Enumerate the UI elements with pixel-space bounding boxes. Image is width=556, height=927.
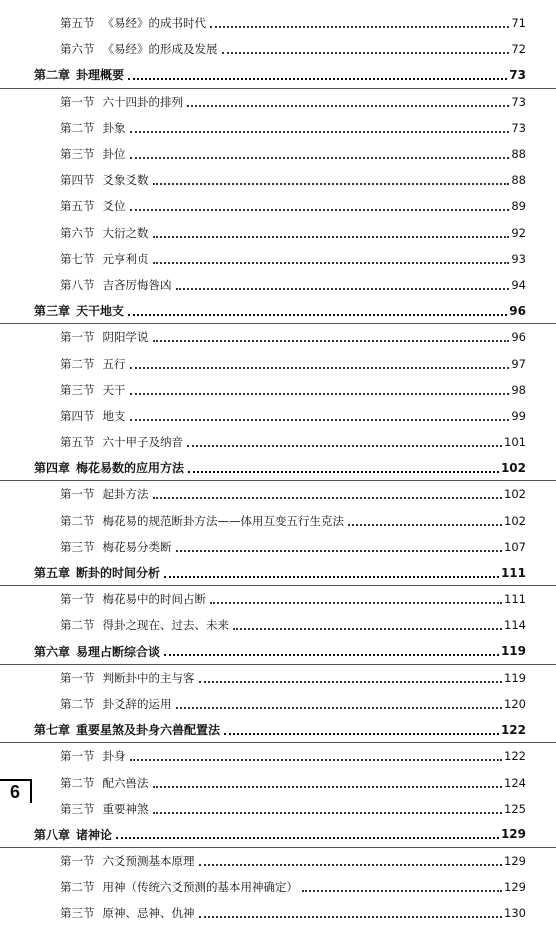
section-number: 第三节 <box>60 906 95 921</box>
dot-leader <box>130 419 510 421</box>
page-ref: 102 <box>500 460 526 475</box>
dot-leader <box>153 340 510 342</box>
section-number: 第二节 <box>60 618 95 633</box>
page-ref: 125 <box>504 801 526 816</box>
toc-section-row <box>0 193 556 219</box>
page-ref: 72 <box>511 42 526 57</box>
section-number: 第一节 <box>60 670 95 685</box>
section-title: 《易经》的形成及发展 <box>102 42 218 57</box>
dot-leader <box>164 654 499 656</box>
chapter-number: 第七章 <box>34 723 71 738</box>
page-ref: 88 <box>511 173 526 188</box>
page-number: 6 <box>0 779 32 803</box>
toc-section-row <box>0 115 556 141</box>
dot-leader <box>222 52 510 54</box>
dot-leader <box>188 471 499 473</box>
chapter-number: 第四章 <box>34 461 71 476</box>
toc-section-row <box>0 534 556 560</box>
section-title: 六十甲子及纳音 <box>102 435 183 450</box>
dot-leader <box>224 733 499 735</box>
dot-leader <box>164 576 499 578</box>
section-title: 阴阳学说 <box>102 330 149 345</box>
section-number: 第二节 <box>60 696 95 711</box>
dot-leader <box>116 837 499 839</box>
dot-leader <box>128 314 507 316</box>
dot-leader <box>187 105 509 107</box>
section-title: 爻位 <box>102 199 126 214</box>
toc-section-row <box>0 691 556 717</box>
page-ref: 120 <box>504 696 526 711</box>
section-title: 重要神煞 <box>102 801 149 816</box>
section-title: 用神（传统六爻预测的基本用神确定） <box>102 880 298 895</box>
toc-section-row <box>0 403 556 429</box>
section-title: 梅花易的规范断卦方法——体用互变五行生克法 <box>102 513 344 528</box>
section-title: 五行 <box>102 356 126 371</box>
dot-leader <box>130 393 510 395</box>
section-title: 得卦之现在、过去、未来 <box>102 618 229 633</box>
section-number: 第一节 <box>60 487 95 502</box>
section-title: 地支 <box>102 408 126 423</box>
chapter-title: 卦理概要 <box>76 68 125 83</box>
toc-section-row <box>0 481 556 507</box>
chapter-number: 第六章 <box>34 644 71 659</box>
section-title: 卦象 <box>102 120 126 135</box>
toc-section-row <box>0 508 556 534</box>
page-ref: 73 <box>511 94 526 109</box>
page-ref: 111 <box>500 565 526 580</box>
section-title: 配六兽法 <box>102 775 149 790</box>
toc-section-row <box>0 220 556 246</box>
dot-leader <box>153 812 503 814</box>
chapter-title: 诸神论 <box>76 827 113 842</box>
page-ref: 119 <box>504 670 526 685</box>
toc-section-row <box>0 769 556 795</box>
toc-section-row <box>0 324 556 350</box>
toc-section-row <box>0 848 556 874</box>
toc-section-row <box>0 10 556 36</box>
dot-leader <box>128 78 507 80</box>
section-title: 吉吝厉悔咎凶 <box>102 277 172 292</box>
toc-chapter-row <box>0 62 556 88</box>
page-ref: 119 <box>500 644 526 659</box>
toc-section-row <box>0 350 556 376</box>
dot-leader <box>302 890 502 892</box>
section-number: 第一节 <box>60 330 95 345</box>
dot-leader <box>153 236 510 238</box>
chapter-number: 第二章 <box>34 68 71 83</box>
page-ref: 102 <box>504 487 526 502</box>
toc-section-row <box>0 796 556 822</box>
section-title: 原神、忌神、仇神 <box>102 906 195 921</box>
section-number: 第二节 <box>60 513 95 528</box>
table-of-contents <box>0 10 556 927</box>
dot-leader <box>130 759 503 761</box>
page-ref: 96 <box>509 303 526 318</box>
toc-section-row <box>0 874 556 900</box>
section-title: 卦身 <box>102 749 126 764</box>
chapter-title: 梅花易数的应用方法 <box>76 461 185 476</box>
chapter-number: 第三章 <box>34 304 71 319</box>
toc-section-row <box>0 429 556 455</box>
page-ref: 122 <box>504 749 526 764</box>
section-number: 第一节 <box>60 749 95 764</box>
section-number: 第二节 <box>60 880 95 895</box>
chapter-title: 断卦的时间分析 <box>76 566 161 581</box>
page-ref: 102 <box>504 513 526 528</box>
section-number: 第五节 <box>60 199 95 214</box>
page-ref: 88 <box>511 147 526 162</box>
toc-chapter-row <box>0 822 556 848</box>
toc-section-row <box>0 900 556 926</box>
section-number: 第三节 <box>60 147 95 162</box>
page-ref: 93 <box>511 251 526 266</box>
page-ref: 97 <box>511 356 526 371</box>
dot-leader <box>233 628 502 630</box>
chapter-title: 重要星煞及卦身六兽配置法 <box>76 723 221 738</box>
toc-section-row <box>0 665 556 691</box>
chapter-title: 易理占断综合谈 <box>76 644 161 659</box>
toc-chapter-row <box>0 298 556 324</box>
toc-section-row <box>0 272 556 298</box>
section-number: 第四节 <box>60 173 95 188</box>
dot-leader <box>153 786 503 788</box>
page-ref: 92 <box>511 225 526 240</box>
toc-section-row <box>0 141 556 167</box>
section-title: 大衍之数 <box>102 225 149 240</box>
section-title: 卦爻辞的运用 <box>102 696 172 711</box>
toc-section-row <box>0 612 556 638</box>
toc-section-row <box>0 36 556 62</box>
section-title: 六十四卦的排列 <box>102 94 183 109</box>
dot-leader <box>176 288 510 290</box>
page-ref: 129 <box>500 827 526 842</box>
section-number: 第八节 <box>60 277 95 292</box>
dot-leader <box>153 497 503 499</box>
dot-leader <box>153 183 510 185</box>
dot-leader <box>348 524 502 526</box>
page-ref: 96 <box>511 330 526 345</box>
page-ref: 98 <box>511 382 526 397</box>
toc-section-row <box>0 743 556 769</box>
section-number: 第一节 <box>60 94 95 109</box>
page-ref: 89 <box>511 199 526 214</box>
toc-section-row <box>0 586 556 612</box>
section-title: 元亨利贞 <box>102 251 149 266</box>
section-number: 第二节 <box>60 120 95 135</box>
page-ref: 111 <box>504 592 526 607</box>
section-number: 第七节 <box>60 251 95 266</box>
dot-leader <box>130 131 510 133</box>
section-number: 第三节 <box>60 539 95 554</box>
page-ref: 73 <box>511 120 526 135</box>
dot-leader <box>199 681 503 683</box>
page-ref: 114 <box>504 618 526 633</box>
section-number: 第五节 <box>60 435 95 450</box>
toc-chapter-row <box>0 717 556 743</box>
page-ref: 94 <box>511 277 526 292</box>
page-ref: 99 <box>511 408 526 423</box>
page-ref: 129 <box>504 880 526 895</box>
dot-leader <box>130 367 510 369</box>
section-number: 第三节 <box>60 382 95 397</box>
section-number: 第二节 <box>60 356 95 371</box>
dot-leader <box>210 602 502 604</box>
section-title: 梅花易分类断 <box>102 539 172 554</box>
section-number: 第二节 <box>60 775 95 790</box>
chapter-number: 第八章 <box>34 827 71 842</box>
dot-leader <box>176 550 503 552</box>
page-ref: 124 <box>504 775 526 790</box>
section-title: 爻象爻数 <box>102 173 149 188</box>
section-number: 第五节 <box>60 16 95 31</box>
page-ref: 130 <box>504 906 526 921</box>
dot-leader <box>130 209 510 211</box>
section-number: 第一节 <box>60 592 95 607</box>
section-number: 第六节 <box>60 225 95 240</box>
section-number: 第四节 <box>60 408 95 423</box>
section-title: 起卦方法 <box>102 487 149 502</box>
dot-leader <box>130 157 510 159</box>
section-number: 第三节 <box>60 801 95 816</box>
dot-leader <box>153 262 510 264</box>
section-title: 判断卦中的主与客 <box>102 670 195 685</box>
dot-leader <box>199 916 503 918</box>
page-ref: 122 <box>500 722 526 737</box>
page-ref: 129 <box>504 854 526 869</box>
dot-leader <box>176 707 503 709</box>
chapter-title: 天干地支 <box>76 304 125 319</box>
page-ref: 101 <box>504 435 526 450</box>
toc-chapter-row <box>0 639 556 665</box>
section-title: 天干 <box>102 382 126 397</box>
toc-section-row <box>0 89 556 115</box>
dot-leader <box>210 26 509 28</box>
toc-section-row <box>0 167 556 193</box>
chapter-number: 第五章 <box>34 566 71 581</box>
page-ref: 73 <box>509 67 526 82</box>
section-title: 梅花易中的时间占断 <box>102 592 206 607</box>
page-ref: 71 <box>511 16 526 31</box>
toc-section-row <box>0 377 556 403</box>
section-title: 《易经》的成书时代 <box>102 16 206 31</box>
section-number: 第一节 <box>60 854 95 869</box>
section-title: 卦位 <box>102 147 126 162</box>
page-ref: 107 <box>504 539 526 554</box>
section-title: 六爻预测基本原理 <box>102 854 195 869</box>
toc-chapter-row <box>0 560 556 586</box>
dot-leader <box>199 864 503 866</box>
toc-section-row <box>0 246 556 272</box>
toc-chapter-row <box>0 455 556 481</box>
dot-leader <box>187 445 502 447</box>
section-number: 第六节 <box>60 42 95 57</box>
